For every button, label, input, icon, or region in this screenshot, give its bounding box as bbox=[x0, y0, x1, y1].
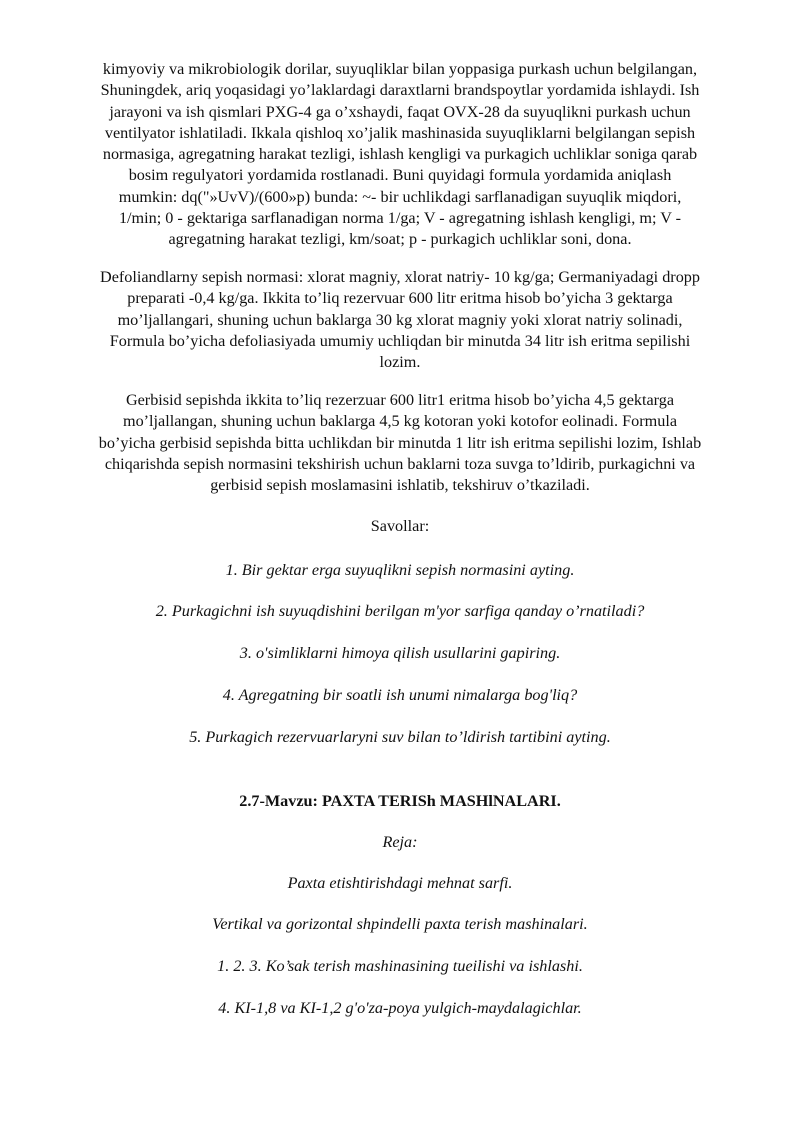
plan-item: 1. 2. 3. Ko’sak terish mashinasining tueilishi va ishlashi. bbox=[217, 957, 583, 975]
body-paragraph-3 bbox=[38, 390, 762, 496]
text-line: 1/min; 0 - gektariga sarflanadigan norma 1/ga; V - agregatning ishlash kengligi, m; V - bbox=[118, 209, 682, 228]
questions-heading: Savollar: bbox=[370, 517, 430, 535]
text-line: normasiga, agregatning harakat tezligi, ishlash kengligi va purkagich uchliklar soniga qarab bbox=[102, 145, 698, 164]
text-line: ventilyator ishlatiladi. Ikkala qishloq xo’jalik mashinasida suyuqliklarni belgilangan sepish bbox=[104, 123, 696, 142]
text-line: gerbisid sepish moslamasini ishlatib, tekshiruv o’tkaziladi. bbox=[210, 476, 590, 495]
text-line: agregatning harakat tezligi, km/soat; p - purkagich uchliklar soni, dona. bbox=[168, 230, 632, 249]
question-item: 2. Purkagichni ish suyuqdishini berilgan m'yor sarfiga qanday o’rnatiladi? bbox=[155, 602, 645, 620]
question-item: 3. o'simliklarni himoya qilish usullarini gapiring. bbox=[239, 644, 561, 662]
text-line: Defoliandlarny sepish normasi: xlorat magniy, xlorat natriy- 10 kg/ga; Germaniyadagi dropp bbox=[100, 268, 700, 286]
text-line: chiqarishda sepish normasini tekshirish uchun baklarni toza suvga to’ldirib, purkagichni va bbox=[104, 454, 696, 473]
plan-heading: Reja: bbox=[382, 833, 418, 851]
text-line: lozim. bbox=[379, 353, 421, 372]
text-line: kimyoviy va mikrobiologik dorilar, suyuqliklar bilan yoppasiga purkash uchun belgilangan, bbox=[102, 60, 698, 78]
text-line: mo’ljallangan, shuning uchun baklarga 4,5 kg kotoran yoki kotofor eolinadi. Formula bbox=[122, 412, 678, 431]
text-line: mo’ljallangari, shuning uchun baklarga 30 kg xlorat magniy yoki xlorat natriy solinadi, bbox=[117, 310, 683, 329]
plan-item: Paxta etishtirishdagi mehnat sarfi. bbox=[287, 874, 513, 892]
text-line: Gerbisid sepishda ikkita to’liq rezerzuar 600 litr1 eritma hisob bo’yicha 4,5 gektarga bbox=[125, 391, 675, 409]
text-line: Shuningdek, ariq yoqasidagi yo’laklardagi daraxtlarni brandspoytlar yordamida ishlaydi. Ish bbox=[100, 81, 700, 100]
text-line: mumkin: dq("»UvV)/(600»p) bunda: ~- bir uchlikdagi sarflanadigan suyuqlik miqdori, bbox=[118, 187, 682, 206]
plan-item: Vertikal va gorizontal shpindelli paxta terish mashinalari. bbox=[212, 915, 588, 933]
text-line: Formula bo’yicha defoliasiyada umumiy uchliqdan bir minutda 34 litr ish eritma sepilishi bbox=[109, 331, 691, 350]
body-paragraph-2 bbox=[38, 267, 762, 373]
text-line: bo’yicha gerbisid sepishda bitta uchlikdan bir minutda 1 litr ish eritma sepilishi lozim, Ishlab bbox=[98, 433, 702, 452]
question-item: 5. Purkagich rezervuarlaryni suv bilan to’ldirish tartibini ayting. bbox=[189, 728, 611, 746]
text-line: bosim regulyatori yordamida rostlanadi. Buni quyidagi formula yordamida aniqlash bbox=[128, 166, 672, 185]
text-line: preparati -0,4 kg/ga. Ikkita to’liq rezervuar 600 litr eritma hisob bo’yicha 3 gektarga bbox=[127, 289, 673, 308]
body-paragraph-1 bbox=[38, 59, 762, 251]
text-line: jarayoni va ish qismlari PXG-4 ga o’xshaydi, faqat OVX-28 da suyuqlikni purkash uchun bbox=[109, 102, 691, 121]
question-item: 4. Agregatning bir soatli ish unumi nimalarga bog'liq? bbox=[222, 686, 578, 704]
topic-title: 2.7-Mavzu: PAXTA TERISh MASHlNALARI. bbox=[239, 792, 561, 810]
plan-item: 4. KI-1,8 va KI-1,2 g'o'za-poya yulgich-maydalagichlar. bbox=[218, 999, 582, 1017]
question-item: 1. Bir gektar erga suyuqlikni sepish normasini ayting. bbox=[225, 561, 575, 579]
